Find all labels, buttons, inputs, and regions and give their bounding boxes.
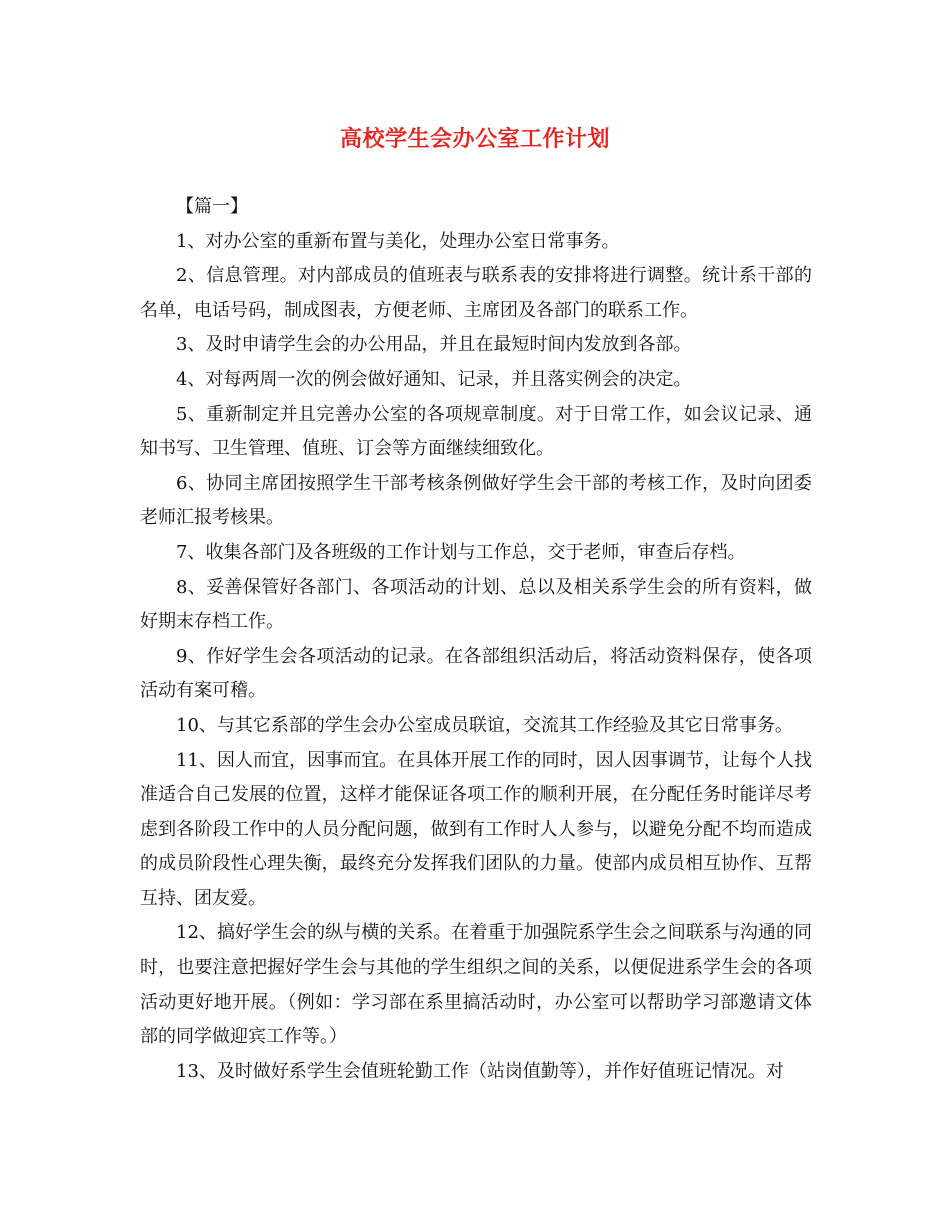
paragraph-5: 5、重新制定并且完善办公室的各项规章制度。对于日常工作，如会议记录、通知书写、卫生管理、值班、订会等方面继续细致化。 bbox=[140, 403, 812, 460]
paragraph-9: 9、作好学生会各项活动的记录。在各部组织活动后，将活动资料保存，使各项活动有案可稽。 bbox=[140, 645, 812, 702]
paragraph-8: 8、妥善保管好各部门、各项活动的计划、总以及相关系学生会的所有资料，做好期末存档工作。 bbox=[140, 576, 812, 633]
document-title: 高校学生会办公室工作计划 bbox=[339, 126, 610, 152]
paragraph-12: 12、搞好学生会的纵与横的关系。在着重于加强院系学生会之间联系与沟通的同时，也要注意把握好学生会与其他的学生组织之间的关系，以便促进系学生会的各项活动更好地开展。（例如：学习部在系里搞活动时，办公室可以帮助学习部邀请文体部的同学做迎宾工作等。） bbox=[140, 922, 812, 1048]
section-label: 【篇一】 bbox=[176, 196, 248, 217]
paragraph-10: 10、与其它系部的学生会办公室成员联谊，交流其工作经验及其它日常事务。 bbox=[176, 714, 793, 736]
paragraph-4: 4、对每两周一次的例会做好通知、记录，并且落实例会的决定。 bbox=[176, 368, 692, 390]
paragraph-11: 11、因人而宜，因事而宜。在具体开展工作的同时，因人因事调节，让每个人找准适合自己发展的位置，这样才能保证各项工作的顺利开展，在分配任务时能详尽考虑到各阶段工作中的人员分配问题，做到有工作时人人参与，以避免分配不均而造成的成员阶段性心理失衡，最终充分发挥我们团队的力量。使部内成员相互协作、互帮互持、团友爱。 bbox=[140, 749, 812, 909]
paragraph-1: 1、对办公室的重新布置与美化，处理办公室日常事务。 bbox=[176, 230, 620, 252]
paragraph-7: 7、收集各部门及各班级的工作计划与工作总，交于老师，审查后存档。 bbox=[176, 541, 746, 563]
paragraph-3: 3、及时申请学生会的办公用品，并且在最短时间内发放到各部。 bbox=[176, 334, 692, 356]
paragraph-13: 13、及时做好系学生会值班轮勤工作（站岗值勤等），并作好值班记情况。对 bbox=[176, 1060, 784, 1082]
document-body bbox=[140, 190, 812, 1089]
paragraph-6: 6、协同主席团按照学生干部考核条例做好学生会干部的考核工作，及时向团委老师汇报考核果。 bbox=[140, 472, 812, 529]
paragraph-2: 2、信息管理。对内部成员的值班表与联系表的安排将进行调整。统计系干部的名单，电话号码，制成图表，方便老师、主席团及各部门的联系工作。 bbox=[140, 265, 812, 321]
